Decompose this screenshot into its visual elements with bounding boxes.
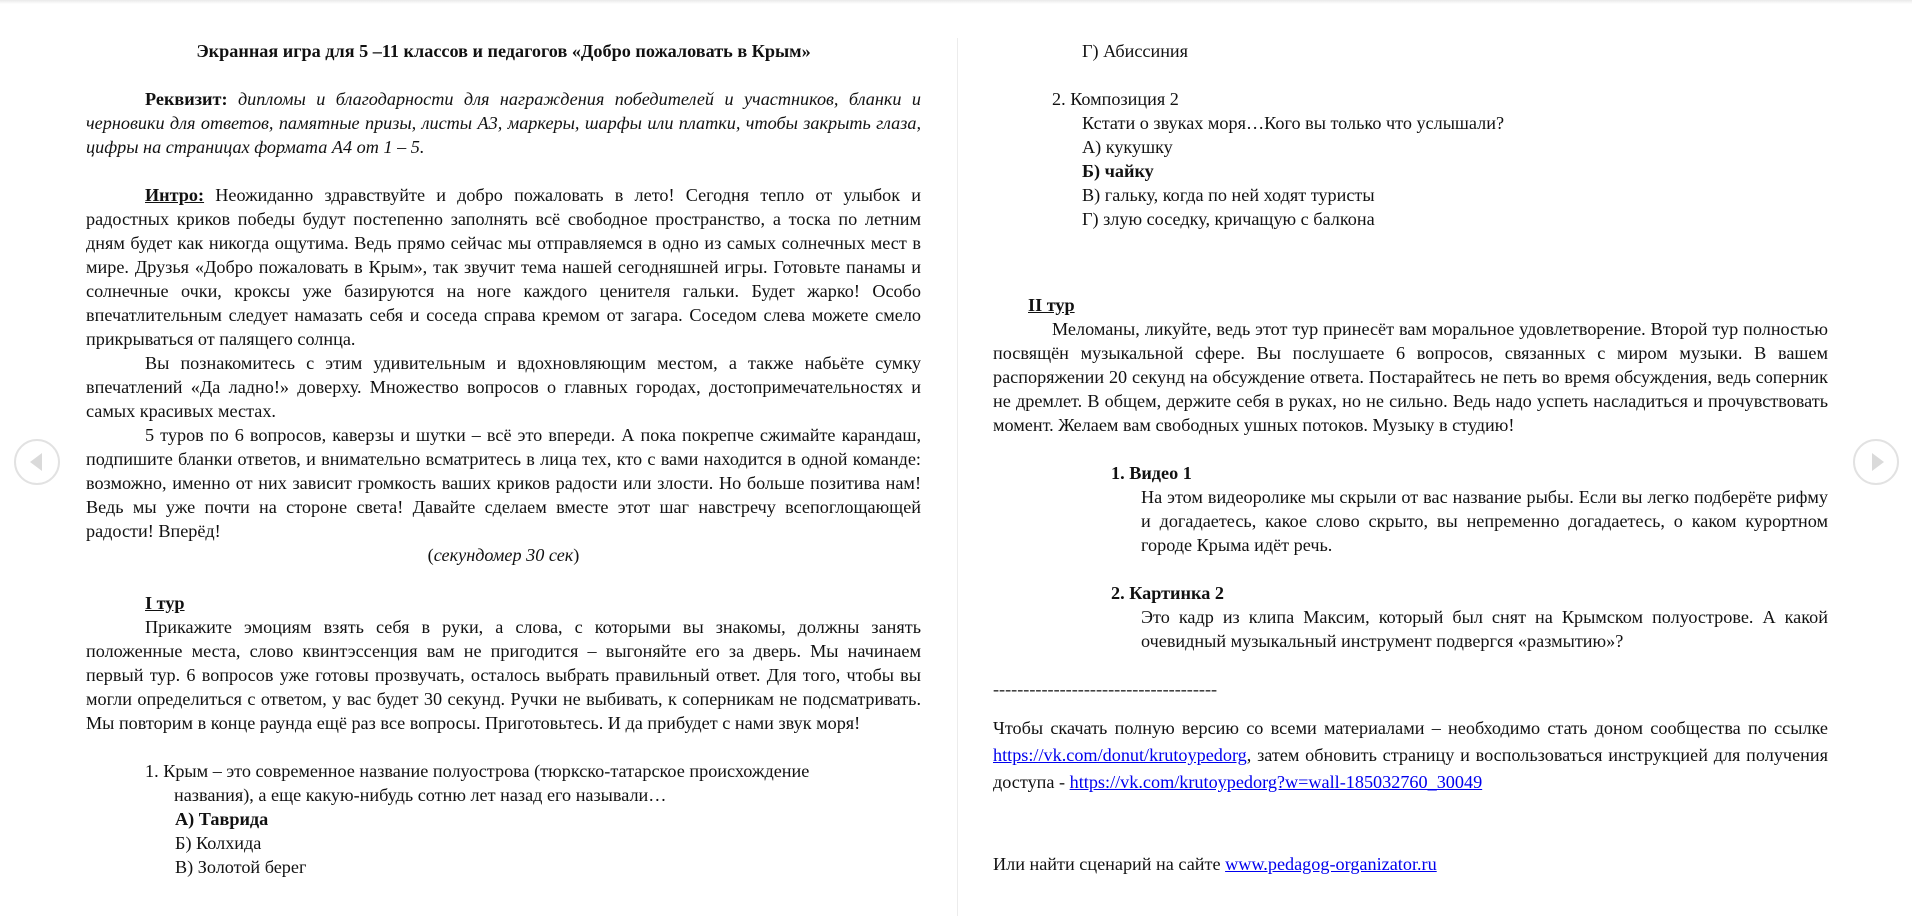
question-1-answer-d: Г) Абиссиния <box>1082 41 1189 61</box>
question-1-answer-c: В) Золотой берег <box>175 857 307 877</box>
intro-paragraph-2: Вы познакомитесь с этим удивительным и вдохновляющим местом, а также набьёте сумку впечатлений «Да ладно!» доверху. Множество вопросов о главных городах, достопримечательностях и самых красивых местах. <box>86 353 921 421</box>
intro-text-1: Неожиданно здравствуйте и добро пожаловать в лето! Сегодня тепло от улыбок и радостных криков победы будут постепенно заполнять всё свободное пространство, а тоска по летним дням будет как никогда ощутима. Ведь прямо сейчас мы отправляемся в одно из самых солнечных мест в мире. Друзья «Добро пожаловать в Крым», так звучит тема нашей сегодняшней игры. Готовьте панамы и солнечные очки, кроксы уже базируются на ноге каждого ценителя гальки. Будет жарко! Особо впечатлительным следует намазать себя и соседа справа кремом от загара. Соседом слева можете смело прикрываться от палящего солнца. <box>86 185 921 349</box>
download-text-2: , затем обновить страницу и воспользоваться инструкцией для получения доступа - <box>993 745 1828 792</box>
question-2-answer-d: Г) злую соседку, кричащую с балкона <box>1082 209 1375 229</box>
stopwatch-text: секундомер 30 сек <box>433 545 574 565</box>
question-1-answer-b: Б) Колхида <box>175 833 262 853</box>
tour1-intro: Прикажите эмоциям взять себя в руки, а слова, с которыми вы знакомы, должны занять положенные места, слово квинтэссенция вам не пригодится – выгоняйте его за дверь. Мы начинаем первый тур. 6 вопросов уже готовы прозвучать, осталось выбрать правильный ответ. Для того, чтобы вы могли определиться с ответом, у вас будет 30 секунд. Ручки не выбивать, к соперникам не подсматривать. Мы повторим в конце раунда ещё раз все вопросы. Приготовьтесь. И да прибудет с нами звук моря! <box>86 617 921 733</box>
requisites-label: Реквизит: <box>145 89 228 109</box>
intro-paragraph-1 <box>86 183 921 351</box>
tour2-heading-line <box>993 293 1828 317</box>
previous-page-button[interactable] <box>14 439 60 485</box>
item-2-text: Это кадр из клипа Максим, который был снят на Крымском полуострове. А какой очевидный музыкальный инструмент подвергся «размытию»? <box>1141 607 1828 651</box>
tour2-heading: II тур <box>1028 295 1075 315</box>
download-text-1: Чтобы скачать полную версию со всеми материалами – необходимо стать доном сообщества по ссылке <box>993 718 1828 738</box>
question-1-line-1: 1. Крым – это современное название полуострова (тюркско-татарское происхождение <box>145 761 810 781</box>
document-title: Экранная игра для 5 –11 классов и педагогов «Добро пожаловать в Крым» <box>196 41 811 61</box>
question-2-answer-c: В) гальку, когда по ней ходят туристы <box>1082 185 1375 205</box>
chevron-left-icon <box>30 453 42 471</box>
site-link[interactable]: www.pedagog-organizator.ru <box>1225 854 1437 874</box>
question-1-line-2: названия), а еще какую-нибудь сотню лет назад его называли… <box>174 785 667 805</box>
intro-paragraph-3: 5 туров по 6 вопросов, каверзы и шутки – всё это впереди. А пока покрепче сжимайте карандаш, подпишите бланки ответов, и внимательно всматритесь в лица тех, кто с вами находится в одной команде: возможно, именно от них зависит громкость ваших криков радости или злости. Но больше позитива нам! Ведь мы уже почти на стороне света! Давайте сделаем вместе этот шаг навстречу всепоглощающей радости! Вперёд! <box>86 425 921 541</box>
question-2-text: Кстати о звуках моря…Кого вы только что услышали? <box>1082 113 1505 133</box>
item-1-heading: 1. Видео 1 <box>1111 463 1192 483</box>
question-2-title: 2. Композиция 2 <box>1052 89 1179 109</box>
item-2-heading: 2. Картинка 2 <box>1111 583 1224 603</box>
question-1-answer-a: А) Таврида <box>175 809 269 829</box>
site-text: Или найти сценарий на сайте <box>993 854 1226 874</box>
wall-post-link[interactable]: https://vk.com/krutoypedorg?w=wall-185032760_30049 <box>1069 772 1483 792</box>
page-divider <box>957 38 958 916</box>
item-1-text: На этом видеоролике мы скрыли от вас название рыбы. Если вы легко подберёте рифму и догадаетесь, какое слово скрыто, вы непременно догадаетесь, о каком курортном городе Крыма идёт речь. <box>1141 487 1828 555</box>
question-1 <box>86 759 921 807</box>
tour1-heading: I тур <box>145 593 185 613</box>
next-page-button[interactable] <box>1853 439 1899 485</box>
question-2-answer-a: А) кукушку <box>1082 137 1173 157</box>
requisites-paragraph <box>86 87 921 159</box>
chevron-right-icon <box>1872 453 1884 471</box>
stopwatch-note: (секундомер 30 сек) <box>427 545 580 565</box>
intro-label: Интро: <box>145 185 205 205</box>
donut-link[interactable]: https://vk.com/donut/krutoypedorg <box>993 745 1247 765</box>
tour1-heading-line <box>86 591 921 615</box>
site-paragraph <box>993 852 1828 876</box>
page-right <box>993 0 1828 916</box>
download-paragraph <box>993 715 1828 796</box>
page-left <box>86 0 921 916</box>
question-2-answer-b: Б) чайку <box>1082 161 1154 181</box>
separator-line: ------------------------------------- <box>993 679 1218 699</box>
tour2-intro: Меломаны, ликуйте, ведь этот тур принесёт вам моральное удовлетворение. Второй тур полностью посвящён музыкальной сфере. Вы послушаете 6 вопросов, связанных с миром музыки. В вашем распоряжении 20 секунд на обсуждение ответа. Постарайтесь не петь во время обсуждения, ведь соперник не дремлет. В общем, держите себя в руках, но не сильно. Ведь надо успеть насладиться и прочувствовать момент. Желаем вам свободных ушных потоков. Музыку в студию! <box>993 319 1828 435</box>
requisites-text: дипломы и благодарности для награждения победителей и участников, бланки и черновики для ответов, памятные призы, листы А3, маркеры, шарфы или платки, чтобы закрыть глаза, цифры на страницах формата А4 от 1 – 5. <box>86 89 921 157</box>
